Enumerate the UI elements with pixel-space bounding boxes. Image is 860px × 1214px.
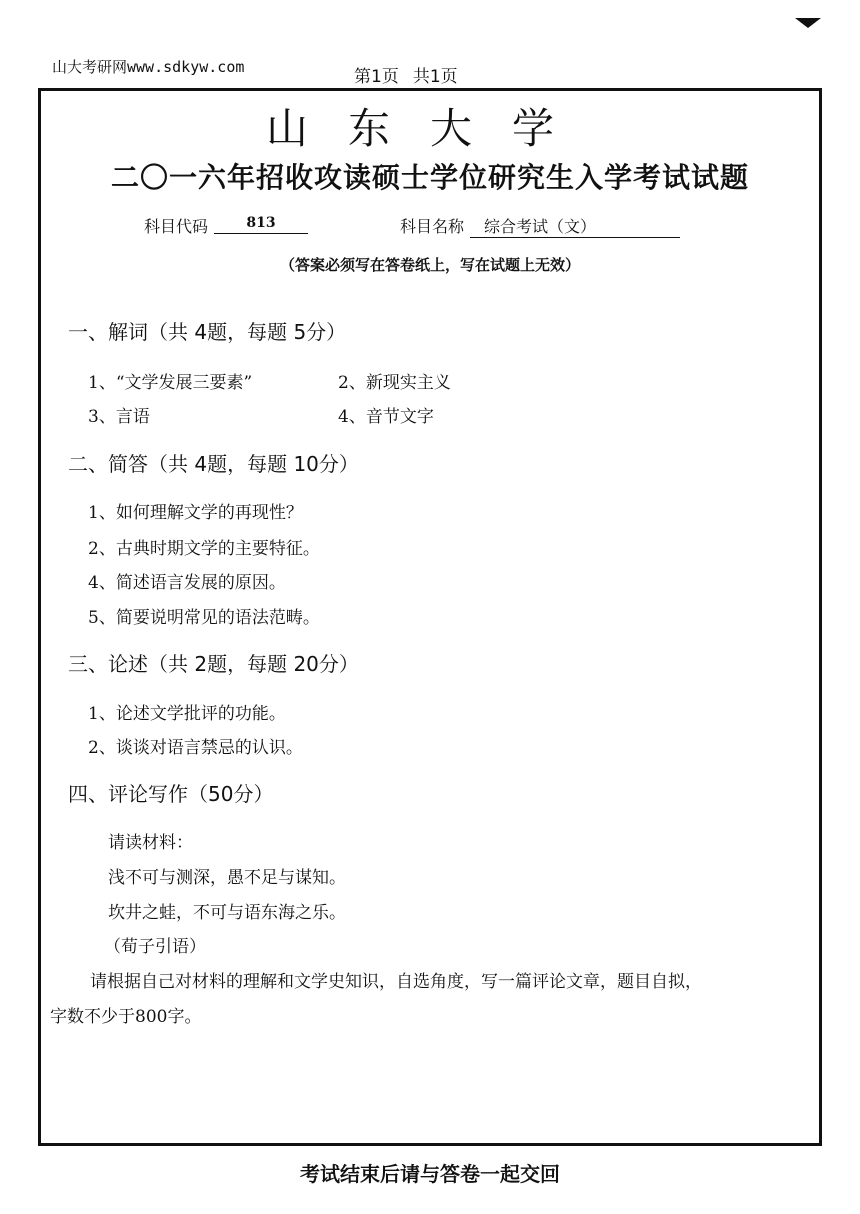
page-number: 第1页 bbox=[354, 67, 399, 87]
material-intro: 请读材料： bbox=[108, 833, 193, 853]
material-line: 坎井之蛙，不可与语东海之乐。 bbox=[108, 903, 346, 923]
list-item: 3、言语 bbox=[88, 407, 150, 427]
answer-notice: （答案必须写在答卷纸上，写在试题上无效） bbox=[279, 256, 580, 274]
section-heading-4: 四、评论写作（50分） bbox=[68, 782, 274, 806]
list-item: 1、如何理解文学的再现性？ bbox=[88, 503, 303, 523]
footer-note: 考试结束后请与答卷一起交回 bbox=[300, 1162, 560, 1186]
writing-instruction: 请根据自己对材料的理解和文学史知识，自选角度，写一篇评论文章，题目自拟， bbox=[90, 972, 702, 992]
material-line: 浅不可与测深，愚不足与谋知。 bbox=[108, 868, 346, 888]
list-item: 4、简述语言发展的原因。 bbox=[88, 573, 286, 593]
material-source: （荀子引语） bbox=[104, 937, 206, 957]
subject-name-label: 科目名称 bbox=[400, 217, 465, 236]
page-total: 共1页 bbox=[412, 67, 458, 87]
list-item: 4、音节文字 bbox=[338, 407, 434, 427]
list-item: 2、新现实主义 bbox=[338, 373, 451, 393]
page-info bbox=[354, 62, 472, 87]
exam-title: 二〇一六年招收攻读硕士学位研究生入学考试试题 bbox=[110, 161, 749, 194]
list-item: 1、“文学发展三要素” bbox=[88, 373, 253, 393]
list-item: 5、简要说明常见的语法范畴。 bbox=[88, 608, 320, 628]
section-heading-3: 三、论述（共 2题，每题 20分） bbox=[68, 652, 359, 676]
corner-mark bbox=[795, 18, 821, 28]
university-name: 山东大学 bbox=[265, 104, 594, 153]
writing-instruction-cont: 字数不少于800字。 bbox=[50, 1007, 202, 1027]
list-item: 2、谈谈对语言禁忌的认识。 bbox=[88, 738, 303, 758]
subject-code: 813 bbox=[214, 214, 308, 234]
site-watermark: 山大考研网www.sdkyw.com bbox=[52, 58, 245, 76]
subject-code-label: 科目代码 bbox=[144, 217, 209, 236]
section-heading-1: 一、解词（共 4题，每题 5分） bbox=[68, 320, 347, 344]
subject-name: 综合考试（文） bbox=[470, 214, 680, 238]
list-item: 2、古典时期文学的主要特征。 bbox=[88, 539, 320, 559]
section-heading-2: 二、简答（共 4题，每题 10分） bbox=[68, 452, 359, 476]
list-item: 1、论述文学批评的功能。 bbox=[88, 704, 286, 724]
